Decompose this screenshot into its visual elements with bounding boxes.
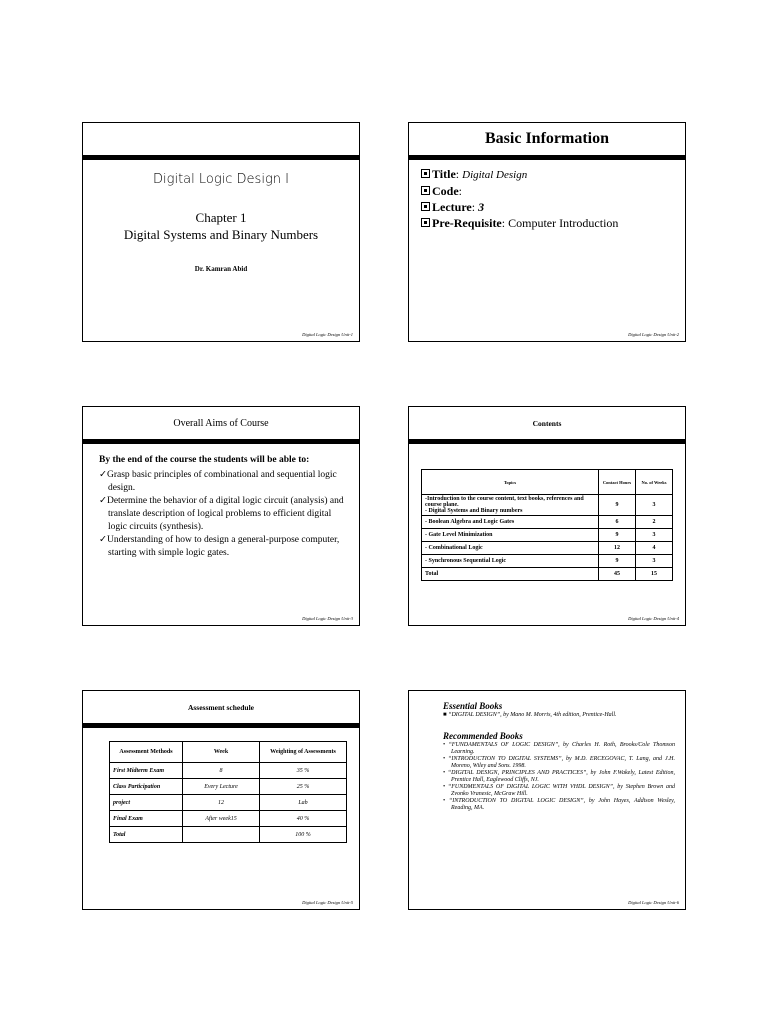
weeks-cell: 3 [636, 555, 673, 568]
info-label: Code [432, 184, 459, 198]
weeks-cell: 15 [636, 568, 673, 581]
week-cell: 12 [183, 795, 260, 811]
weight-cell: 100 % [260, 827, 347, 843]
topic-cell: Total [422, 568, 599, 581]
aims-body [83, 444, 359, 560]
topic-cell: - Gate Level Minimization [422, 529, 599, 542]
table-row-total [110, 827, 347, 843]
checkbox-icon [421, 218, 430, 227]
week-cell: Every Lecture [183, 779, 260, 795]
column-header: Assessment Methods [110, 742, 183, 763]
column-header: Weighting of Assessments [260, 742, 347, 763]
chapter-subtitle: Digital Systems and Binary Numbers [123, 227, 319, 242]
weeks-cell: 2 [636, 516, 673, 529]
method-cell: Total [110, 827, 183, 843]
column-header: Contact Hours [599, 470, 636, 495]
course-name: Digital Logic Design I [153, 172, 289, 187]
book-item: • “FUNDMENTALS OF DIGITAL LOGIC WITH VHDL DESIGN”, by Stephen Brown and Zvonko Vranesic, McGraw Hill. [443, 784, 675, 797]
hours-cell: 9 [599, 529, 636, 542]
aim-item: ✓Understanding of how to design a general-purpose computer, starting with simple logic gates. [99, 535, 340, 558]
slide-footer: Digital Logic Design Unit-6 [628, 900, 679, 905]
table-header-row [110, 742, 347, 763]
info-value: Digital Design [462, 169, 528, 181]
table-row [422, 495, 673, 516]
contents-table [421, 469, 673, 581]
slide-title: Overall Aims of Course [83, 407, 359, 444]
recommended-books-heading: Recommended Books [443, 731, 523, 741]
book-item: ■ “DIGITAL DESIGN”, by Mano M. Morris, 4th edition, Prentice-Hall. [443, 712, 617, 718]
hours-cell: 12 [599, 542, 636, 555]
table-row [110, 779, 347, 795]
author-name: Dr. Kamran Abid [194, 265, 248, 273]
weeks-cell: 3 [636, 529, 673, 542]
slide-title: Assessment schedule [83, 691, 359, 728]
info-item-title: Title: Digital Design [421, 166, 685, 183]
table-row [422, 529, 673, 542]
table-row [422, 555, 673, 568]
topic-text: - Digital Systems and Binary numbers [425, 508, 523, 514]
checkbox-icon [421, 169, 430, 178]
info-item-prerequisite: Pre-Requisite: Computer Introduction [421, 215, 685, 231]
hours-cell: 9 [599, 555, 636, 568]
aim-item: ✓Determine the behavior of a digital logic circuit (analysis) and translate description of logical problems to efficient digital logic circuits (synthesis). [99, 496, 344, 532]
slide-footer: Digital Logic Design Unit-2 [628, 332, 679, 337]
book-item: • “INTRODUCTION TO DIGITAL LOGIC DESIGN”, by John Hayes, Addison Wesley, Reading, MA. [443, 798, 675, 811]
column-header: No. of Weeks [636, 470, 673, 495]
info-value: Computer Introduction [508, 216, 619, 230]
table-row [110, 795, 347, 811]
hours-cell: 9 [599, 495, 636, 516]
book-item: • “DIGITAL DESIGN, PRINCIPLES AND PRACTICES”, by John F.Wakely, Latest Edition, Prentice Hall, Eaglewood Cliffs, NJ. [443, 770, 675, 783]
column-header: Week [183, 742, 260, 763]
table-row [110, 811, 347, 827]
aim-item: ✓Grasp basic principles of combinational and sequential logic design. [99, 470, 337, 493]
table-row [422, 542, 673, 555]
method-cell: Final Exam [110, 811, 183, 827]
table-header-row [422, 470, 673, 495]
weeks-cell: 3 [636, 495, 673, 516]
hours-cell: 45 [599, 568, 636, 581]
books-list [409, 691, 685, 812]
slide-contents [408, 406, 686, 626]
info-label: Lecture [432, 200, 472, 214]
slide-books [408, 690, 686, 910]
book-item: • “INTRODUCTION TO DIGITAL SYSTEMS”, by M.D. ERCEGOVAC, T. Lang, and J.H. Moreno, Wiley and Sons. 1998. [443, 756, 675, 769]
weight-cell: 40 % [260, 811, 347, 827]
topic-cell: - Boolean Algebra and Logic Gates [422, 516, 599, 529]
slide-title [82, 122, 360, 342]
method-cell: project [110, 795, 183, 811]
topic-text: -Introduction to the course content, text books, references and course plane. [425, 496, 584, 508]
checkbox-icon [421, 186, 430, 195]
week-cell: After week15 [183, 811, 260, 827]
topic-cell: - Synchronous Sequential Logic [422, 555, 599, 568]
book-item: • “FUNDAMENTALS OF LOGIC DESIGN”, by Charles H. Roth, Brooks/Cole Thomson Learning. [443, 742, 675, 755]
slide-basic-info [408, 122, 686, 342]
info-item-code: Code: [421, 183, 685, 199]
column-header: Topics [422, 470, 599, 495]
weight-cell: 25 % [260, 779, 347, 795]
info-label: Title [432, 167, 456, 181]
slide-aims [82, 406, 360, 626]
chapter-title [83, 209, 359, 243]
table-row-total [422, 568, 673, 581]
info-list [421, 166, 685, 231]
assessment-table [109, 741, 347, 843]
slide-title: Basic Information [409, 123, 685, 160]
slide-assessment [82, 690, 360, 910]
checkbox-icon [421, 202, 430, 211]
slide-footer: Digital Logic Design Unit-3 [302, 616, 353, 621]
info-label: Pre-Requisite [432, 216, 502, 230]
info-value: 3 [478, 200, 485, 214]
aims-lead: By the end of the course the students will be able to: [99, 455, 310, 465]
weeks-cell: 4 [636, 542, 673, 555]
topic-cell: - Combinational Logic [422, 542, 599, 555]
info-item-lecture: Lecture: 3 [421, 199, 685, 215]
table-row [110, 763, 347, 779]
slide-footer: Digital Logic Design Unit-1 [302, 332, 353, 337]
essential-books-heading: Essential Books [443, 701, 503, 711]
week-cell [183, 827, 260, 843]
slide-footer: Digital Logic Design Unit-5 [302, 900, 353, 905]
weight-cell: Lab [260, 795, 347, 811]
method-cell: First Midterm Exam [110, 763, 183, 779]
slide-footer: Digital Logic Design Unit-4 [628, 616, 679, 621]
weight-cell: 35 % [260, 763, 347, 779]
chapter-number: Chapter 1 [195, 210, 247, 225]
slide-title: Contents [409, 407, 685, 444]
method-cell: Class Participation [110, 779, 183, 795]
slide-header [83, 123, 359, 160]
topic-cell [422, 495, 599, 516]
week-cell: 8 [183, 763, 260, 779]
table-row [422, 516, 673, 529]
hours-cell: 6 [599, 516, 636, 529]
